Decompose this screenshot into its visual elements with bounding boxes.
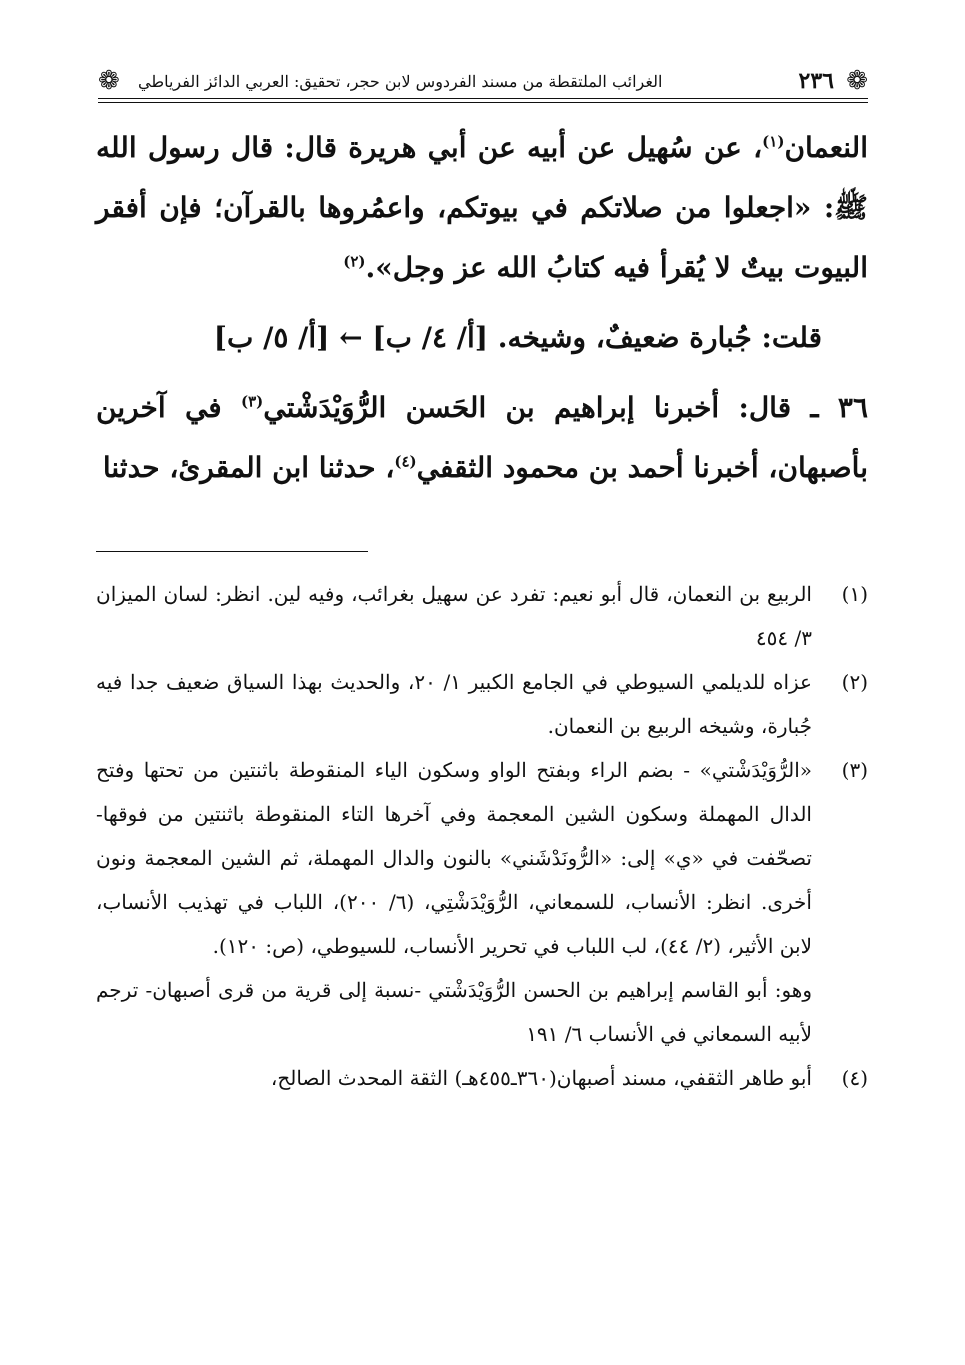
ornament-left-icon: ❁	[98, 66, 120, 96]
footnote-ref-4[interactable]: (٤)	[394, 452, 417, 471]
footnote-ref-2[interactable]: (٢)	[343, 252, 366, 271]
running-title: الغرائب الملتقطة من مسند الفردوس لابن حجر، تحقيق: العربي الدائز الفرياطي	[138, 72, 663, 91]
main-text	[96, 118, 868, 498]
text-run: ٣٦ ـ قال: أخبرنا إبراهيم بن الحَسن الرُّوَيْدَشْتي	[263, 391, 868, 424]
text-run: ، عن سُهيل عن أبيه عن أبي هريرة قال: قال رسول الله ﷺ: «اجعلوا من صلاتكم في بيوتكم، واعمُروها بالقرآن؛ فإن أفقر البيوت بيتٌ لا يُقرأ فيه كتابُ الله عز وجل».	[96, 131, 868, 284]
footnote-2	[96, 660, 868, 748]
text-run: ، حدثنا ابن المقرئ، حدثنا	[102, 451, 395, 484]
footnote-number: (٢)	[841, 670, 868, 694]
footnote-line: «الرُّوَيْدَشْتي» - بضم الراء وبفتح الواو وسكون الياء المنقوطة باثنتين من تحتها وفتح الدال المهملة وسكون الشين المعجمة وفي آخرها التاء المنقوطة باثنتين من فوقها- تصحّفت في «ي» إلى: «الرُّونَدْشَني» بالنون والدال المهملة، ثم الشين المعجمة ونون أخرى. انظر: الأنساب، للسمعاني، الرُّوَيْدَشْتِي، (٦/ ٢٠٠)، اللباب في تهذيب الأنساب، لابن الأثير، (٢/ ٤٤)، لب اللباب في تحرير الأنساب، للسيوطي، (ص: ١٢٠).	[96, 758, 812, 958]
footnote-ref-1[interactable]: (١)	[762, 132, 785, 151]
page-number: ٢٣٦	[798, 68, 834, 94]
footnote-number: (٣)	[841, 758, 868, 782]
footnote-3	[96, 748, 868, 1056]
text-run: في آخرين بأصبهان، أخبرنا أحمد بن محمود الثقفي	[96, 391, 868, 484]
footnote-line: وهو: أبو القاسم إبراهيم بن الحسن الرُّوَيْدَشْتي -نسبة إلى قرية من قرى أصبهان- ترجم لأبيه السمعاني في الأنساب ٦/ ١٩١	[96, 978, 812, 1046]
footnote-line: أبو طاهر الثقفي، مسند أصبهان(٣٦٠ـ٤٥٥هـ) الثقة المحدث الصالح،	[270, 1066, 812, 1090]
editor-note: قلت: جُبارة ضعيفٌ، وشيخه. [أ/ ٤/ ب] ← [أ/ ٥/ ب]	[213, 321, 822, 354]
footnote-text	[96, 748, 812, 1056]
page-header	[98, 64, 868, 104]
footnote-text	[96, 660, 812, 748]
footnote-ref-3[interactable]: (٣)	[240, 392, 264, 411]
footnote-text	[96, 572, 812, 660]
footnote-line: الربيع بن النعمان، قال أبو نعيم: تفرد عن سهيل بغرائب، وفيه لين. انظر: لسان الميزان ٣/ ٤٥٤	[96, 582, 812, 650]
footnote-number: (١)	[841, 582, 868, 606]
footnote-separator	[96, 551, 368, 552]
footnote-4	[96, 1056, 868, 1100]
hadith-paragraph-36	[96, 378, 868, 498]
footnote-1	[96, 572, 868, 660]
footnote-number: (٤)	[841, 1066, 868, 1090]
text-run: النعمان	[784, 131, 868, 164]
header-rule	[98, 98, 868, 99]
footnote-text	[96, 1056, 812, 1100]
header-rule-thin	[98, 102, 868, 103]
ornament-right-icon: ❁	[846, 66, 868, 96]
hadith-paragraph-35	[96, 118, 868, 298]
footnotes	[96, 572, 868, 1100]
footnote-line: عزاه للديلمي السيوطي في الجامع الكبير ١/ ٢٠، والحديث بهذا السياق ضعيف جدا فيه جُبارة، وشيخه الربيع بن النعمان.	[96, 670, 812, 738]
